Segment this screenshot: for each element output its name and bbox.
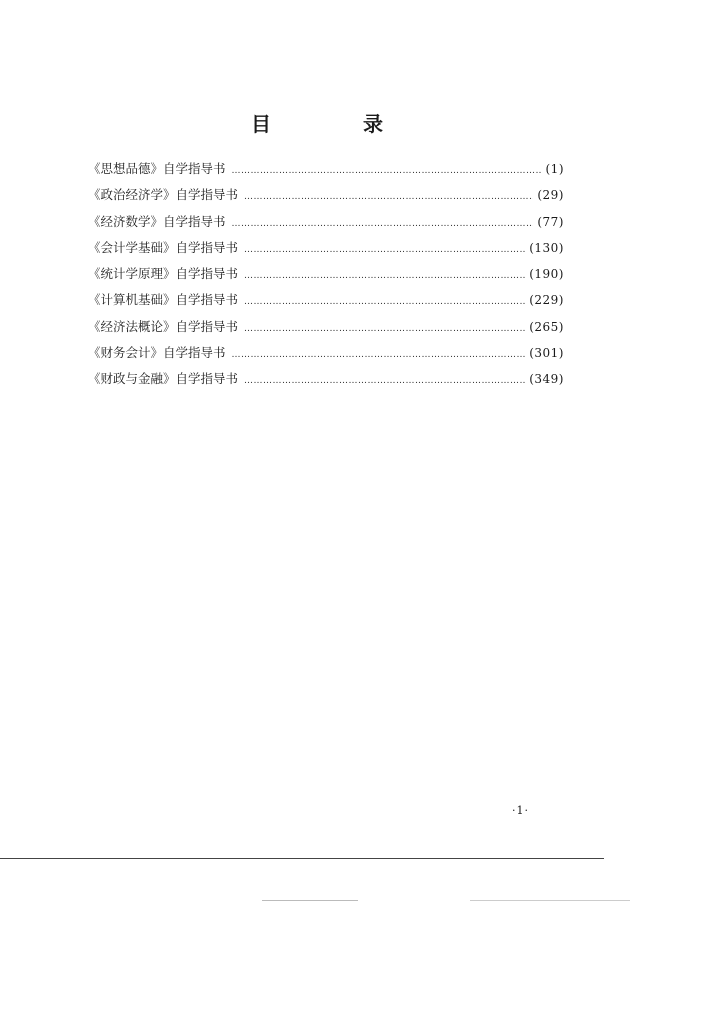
toc-entry[interactable] — [88, 182, 564, 208]
toc-entry-title: 《经济数学》自学指导书 — [88, 213, 226, 229]
scan-edge-line — [0, 858, 604, 859]
toc-entry-title: 《政治经济学》自学指导书 — [88, 187, 239, 203]
toc-leader-dots — [232, 342, 526, 368]
toc-page-number: (77) — [537, 214, 564, 229]
scan-artifact-line — [262, 900, 358, 901]
toc-page-number: (130) — [529, 240, 564, 255]
toc-leader-dots — [244, 237, 525, 263]
toc-entry-title: 《思想品德》自学指导书 — [88, 161, 226, 176]
toc-leader-dots — [244, 316, 525, 342]
toc-leader-dots — [244, 263, 525, 289]
toc-entry-title: 《财务会计》自学指导书 — [88, 345, 226, 361]
toc-leader-dots — [232, 211, 534, 237]
toc-entry[interactable] — [88, 156, 564, 182]
toc-page-number: (1) — [545, 162, 564, 176]
page-title: 目 录 — [251, 112, 419, 136]
toc-page-number: (190) — [529, 267, 564, 282]
toc-leader-dots — [232, 158, 542, 184]
toc-page-number: (349) — [529, 372, 564, 387]
toc-page-number: (301) — [529, 346, 564, 361]
table-of-contents — [88, 156, 564, 393]
toc-entry-title: 《会计学基础》自学指导书 — [88, 239, 239, 255]
toc-entry[interactable] — [88, 261, 564, 287]
scan-artifact-line — [470, 900, 630, 901]
page-number: ·1· — [512, 804, 529, 817]
toc-entry-title: 《财政与金融》自学指导书 — [88, 371, 239, 387]
toc-entry[interactable] — [88, 340, 564, 366]
toc-entry-title: 《经济法概论》自学指导书 — [88, 318, 239, 334]
toc-entry[interactable] — [88, 235, 564, 261]
toc-entry-title: 《统计学原理》自学指导书 — [88, 266, 239, 282]
toc-entry[interactable] — [88, 209, 564, 235]
toc-entry-title: 《计算机基础》自学指导书 — [88, 292, 239, 308]
toc-page-number: (229) — [529, 293, 564, 308]
toc-entry[interactable] — [88, 366, 564, 392]
toc-leader-dots — [244, 289, 525, 315]
toc-page-number: (29) — [537, 188, 564, 203]
toc-entry[interactable] — [88, 287, 564, 313]
toc-page-number: (265) — [529, 319, 564, 334]
toc-entry[interactable] — [88, 314, 564, 340]
toc-leader-dots — [244, 368, 525, 394]
toc-leader-dots — [244, 184, 533, 210]
